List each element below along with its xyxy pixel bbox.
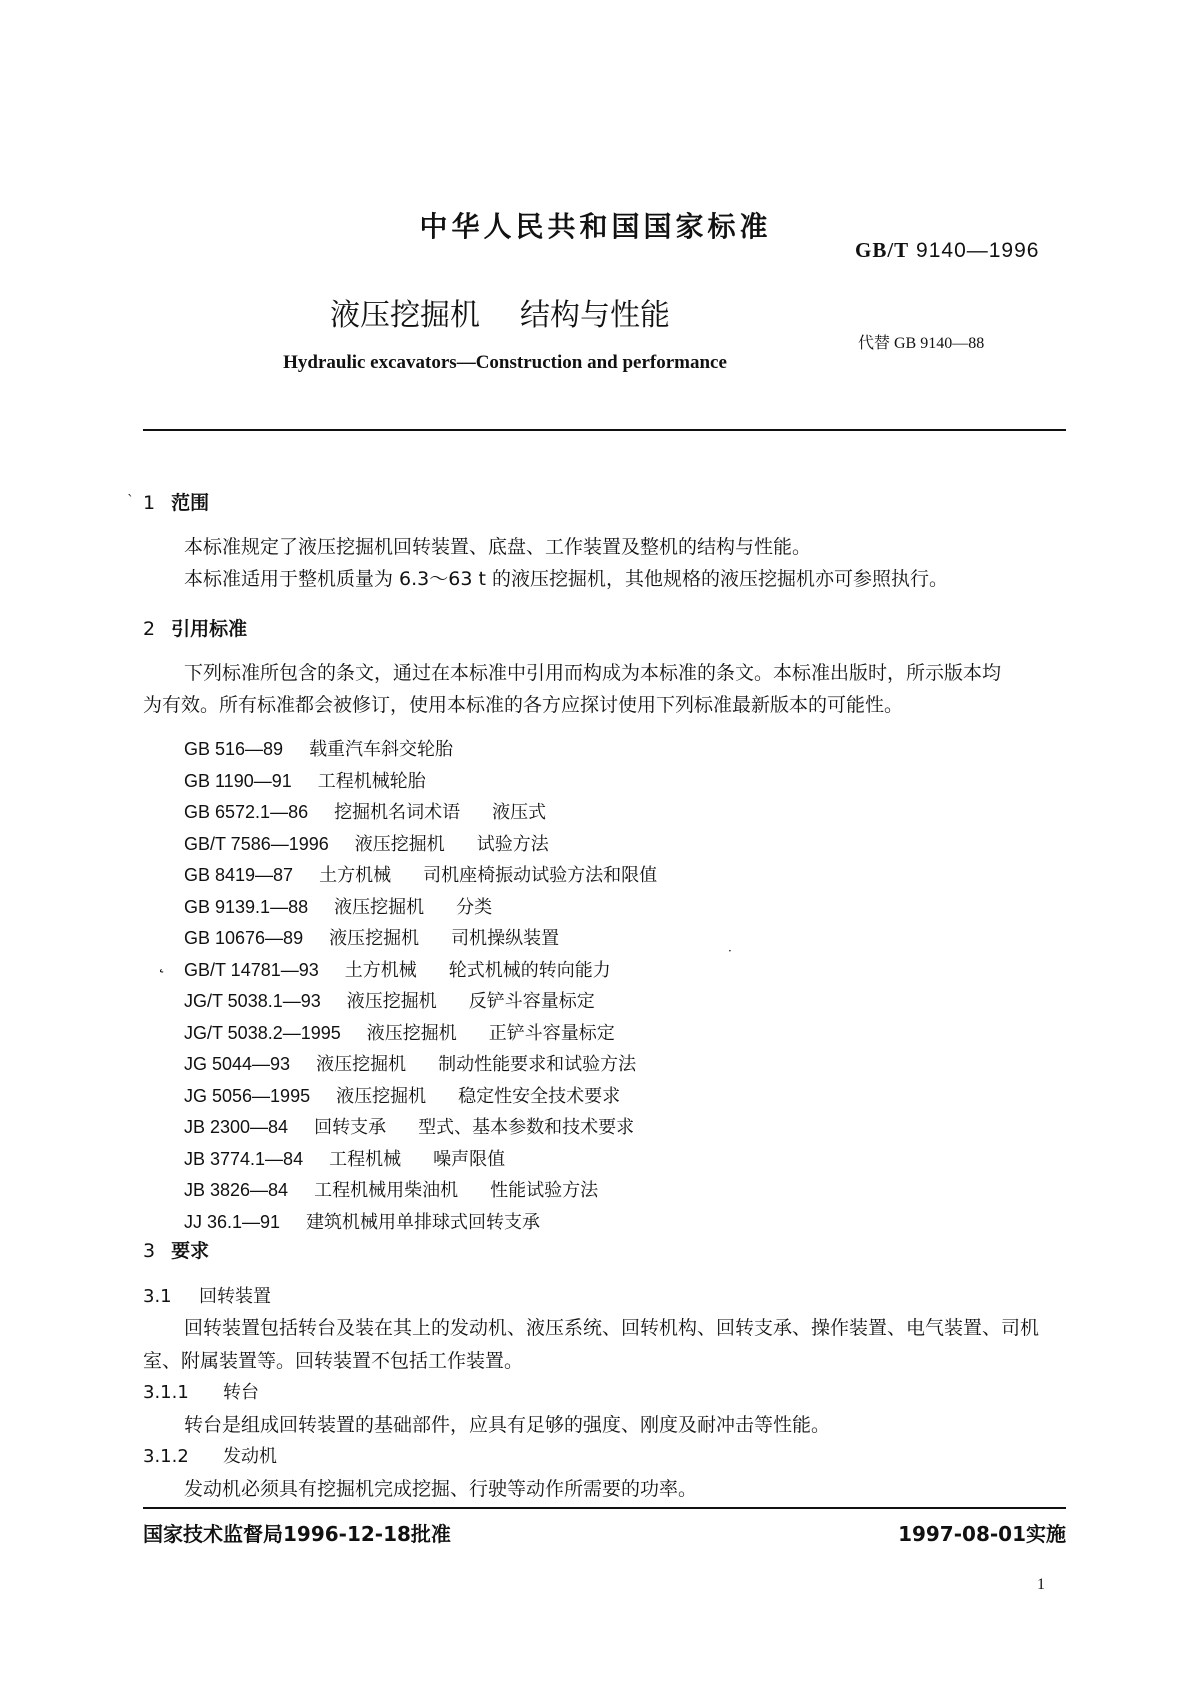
subsection-3-1-heading (143, 1282, 271, 1308)
reference-subtitle: 正铲斗容量标定 (488, 1022, 615, 1044)
subsection-title: 发动机 (223, 1446, 277, 1467)
reference-subtitle: 稳定性安全技术要求 (458, 1085, 621, 1107)
reference-code: GB 9139.1—88 (184, 896, 309, 917)
reference-subtitle: 分类 (456, 896, 493, 918)
reference-item (184, 1050, 636, 1076)
subsection-3-1-1-para: 转台是组成回转装置的基础部件，应具有足够的强度、刚度及耐冲击等性能。 (184, 1414, 831, 1436)
implementation-date: 1997-08-01实施 (898, 1522, 1066, 1546)
reference-item (184, 1113, 634, 1139)
header-divider (143, 429, 1066, 431)
section-number: 2 (143, 618, 156, 640)
reference-code: JG/T 5038.2—1995 (184, 1022, 341, 1043)
reference-code: JG/T 5038.1—93 (184, 991, 321, 1011)
section-2-intro-line-2: 为有效。所有标准都会被修订，使用本标准的各方应探讨使用下列标准最新版本的可能性。 (143, 694, 904, 716)
standard-code (855, 238, 1039, 263)
section-title: 引用标准 (171, 618, 248, 640)
reference-item (184, 924, 559, 950)
reference-item (184, 1019, 615, 1045)
reference-item (184, 987, 595, 1013)
reference-title: 挖掘机名词术语 (334, 802, 461, 823)
subsection-title: 转台 (223, 1382, 259, 1403)
reference-item (184, 956, 611, 982)
reference-code: GB 1190—91 (184, 770, 292, 791)
reference-code: GB 8419—87 (184, 865, 294, 885)
reference-title: 工程机械轮胎 (317, 770, 426, 792)
reference-title: 液压挖掘机 (366, 1022, 457, 1044)
subsection-3-1-2-para: 发动机必须具有挖掘机完成挖掘、行驶等动作所需要的功率。 (184, 1478, 698, 1500)
reference-subtitle: 司机座椅振动试验方法和限值 (423, 865, 658, 886)
reference-title: 土方机械 (319, 865, 392, 886)
reference-item (184, 861, 657, 887)
reference-title: 液压挖掘机 (329, 928, 420, 949)
reference-item (184, 767, 458, 793)
reference-item (184, 893, 492, 919)
document-title-en: Hydraulic excavators—Construction and performance (283, 352, 727, 373)
footer-divider (143, 1507, 1066, 1509)
reference-title: 回转支承 (314, 1117, 387, 1138)
title-cn-part2: 结构与性能 (520, 298, 670, 333)
standard-number: 9140—1996 (916, 239, 1040, 262)
section-title: 要求 (171, 1240, 210, 1262)
reference-title: 建筑机械用单排球式回转支承 (306, 1211, 541, 1233)
reference-subtitle: 液压式 (492, 802, 547, 823)
subsection-title: 回转装置 (199, 1286, 271, 1307)
reference-item (184, 735, 485, 761)
subsection-number: 3.1.1 (143, 1382, 189, 1403)
reference-title: 液压挖掘机 (334, 896, 425, 918)
document-title-cn (330, 290, 670, 334)
reference-subtitle: 反铲斗容量标定 (468, 991, 595, 1012)
reference-code: GB 10676—89 (184, 928, 304, 948)
reference-title: 工程机械用柴油机 (314, 1180, 459, 1201)
reference-code: GB 6572.1—86 (184, 802, 309, 822)
reference-code: JG 5056—1995 (184, 1085, 311, 1106)
reference-code: JJ 36.1—91 (184, 1211, 281, 1232)
reference-code: JB 3774.1—84 (184, 1148, 304, 1169)
section-1-para-2: 本标准适用于整机质量为 6.3～63 t 的液压挖掘机，其他规格的液压挖掘机亦可参照执行。 (184, 568, 948, 590)
reference-title: 液压挖掘机 (316, 1054, 407, 1075)
reference-code: JB 3826—84 (184, 1180, 289, 1200)
scan-mark: ˛ (157, 953, 166, 974)
reference-item (184, 798, 546, 824)
section-1-para-1: 本标准规定了液压挖掘机回转装置、底盘、工作装置及整机的结构与性能。 (184, 536, 812, 558)
reference-title: 液压挖掘机 (336, 1085, 427, 1107)
replaces-standard: 代替 GB 9140—88 (858, 335, 985, 352)
section-title: 范围 (171, 492, 210, 514)
subsection-3-1-1-heading (143, 1378, 259, 1404)
subsection-3-1-para-2: 室、附属装置等。回转装置不包括工作装置。 (143, 1350, 524, 1372)
subsection-3-1-para-1: 回转装置包括转台及装在其上的发动机、液压系统、回转机构、回转支承、操作装置、电气装置、司机 (184, 1317, 1040, 1339)
reference-subtitle: 试验方法 (476, 833, 549, 855)
section-number: 1 (143, 492, 156, 514)
national-standard-heading: 中华人民共和国国家标准 (419, 210, 772, 243)
reference-subtitle: 噪声限值 (433, 1148, 506, 1170)
reference-subtitle: 司机操纵装置 (451, 928, 560, 949)
reference-item (184, 1208, 572, 1234)
subsection-3-1-2-heading (143, 1442, 277, 1468)
section-1-heading (143, 488, 209, 515)
reference-title: 液压挖掘机 (354, 833, 445, 855)
reference-code: GB 516—89 (184, 739, 284, 759)
reference-code: JG 5044—93 (184, 1054, 291, 1074)
reference-subtitle: 制动性能要求和试验方法 (438, 1054, 637, 1075)
section-number: 3 (143, 1240, 156, 1262)
scan-mark: ` (127, 493, 134, 509)
subsection-number: 3.1.2 (143, 1446, 189, 1467)
reference-code: GB/T 14781—93 (184, 959, 319, 980)
reference-title: 工程机械 (329, 1148, 402, 1170)
page-number: 1 (1037, 1576, 1045, 1593)
title-cn-part1: 液压挖掘机 (330, 298, 480, 333)
section-2-heading (143, 614, 247, 641)
reference-subtitle: 型式、基本参数和技术要求 (418, 1117, 635, 1138)
reference-code: JB 2300—84 (184, 1117, 289, 1137)
reference-subtitle: 性能试验方法 (490, 1180, 599, 1201)
subsection-number: 3.1 (143, 1286, 172, 1307)
reference-item (184, 1176, 598, 1202)
reference-code: GB/T 7586—1996 (184, 833, 329, 854)
reference-title: 载重汽车斜交轮胎 (309, 739, 454, 760)
scan-mark: · (728, 944, 732, 958)
reference-item (184, 1082, 620, 1108)
section-2-intro-line-1: 下列标准所包含的条文，通过在本标准中引用而构成为本标准的条文。本标准出版时，所示版本均 (184, 662, 1002, 684)
section-3-heading (143, 1236, 209, 1263)
reference-item (184, 1145, 505, 1171)
standard-prefix: GB/T (855, 238, 910, 262)
reference-title: 土方机械 (344, 959, 417, 981)
approval-line: 国家技术监督局1996-12-18批准 (143, 1522, 451, 1546)
reference-item (184, 830, 549, 856)
reference-title: 液压挖掘机 (346, 991, 437, 1012)
reference-subtitle: 轮式机械的转向能力 (448, 959, 611, 981)
